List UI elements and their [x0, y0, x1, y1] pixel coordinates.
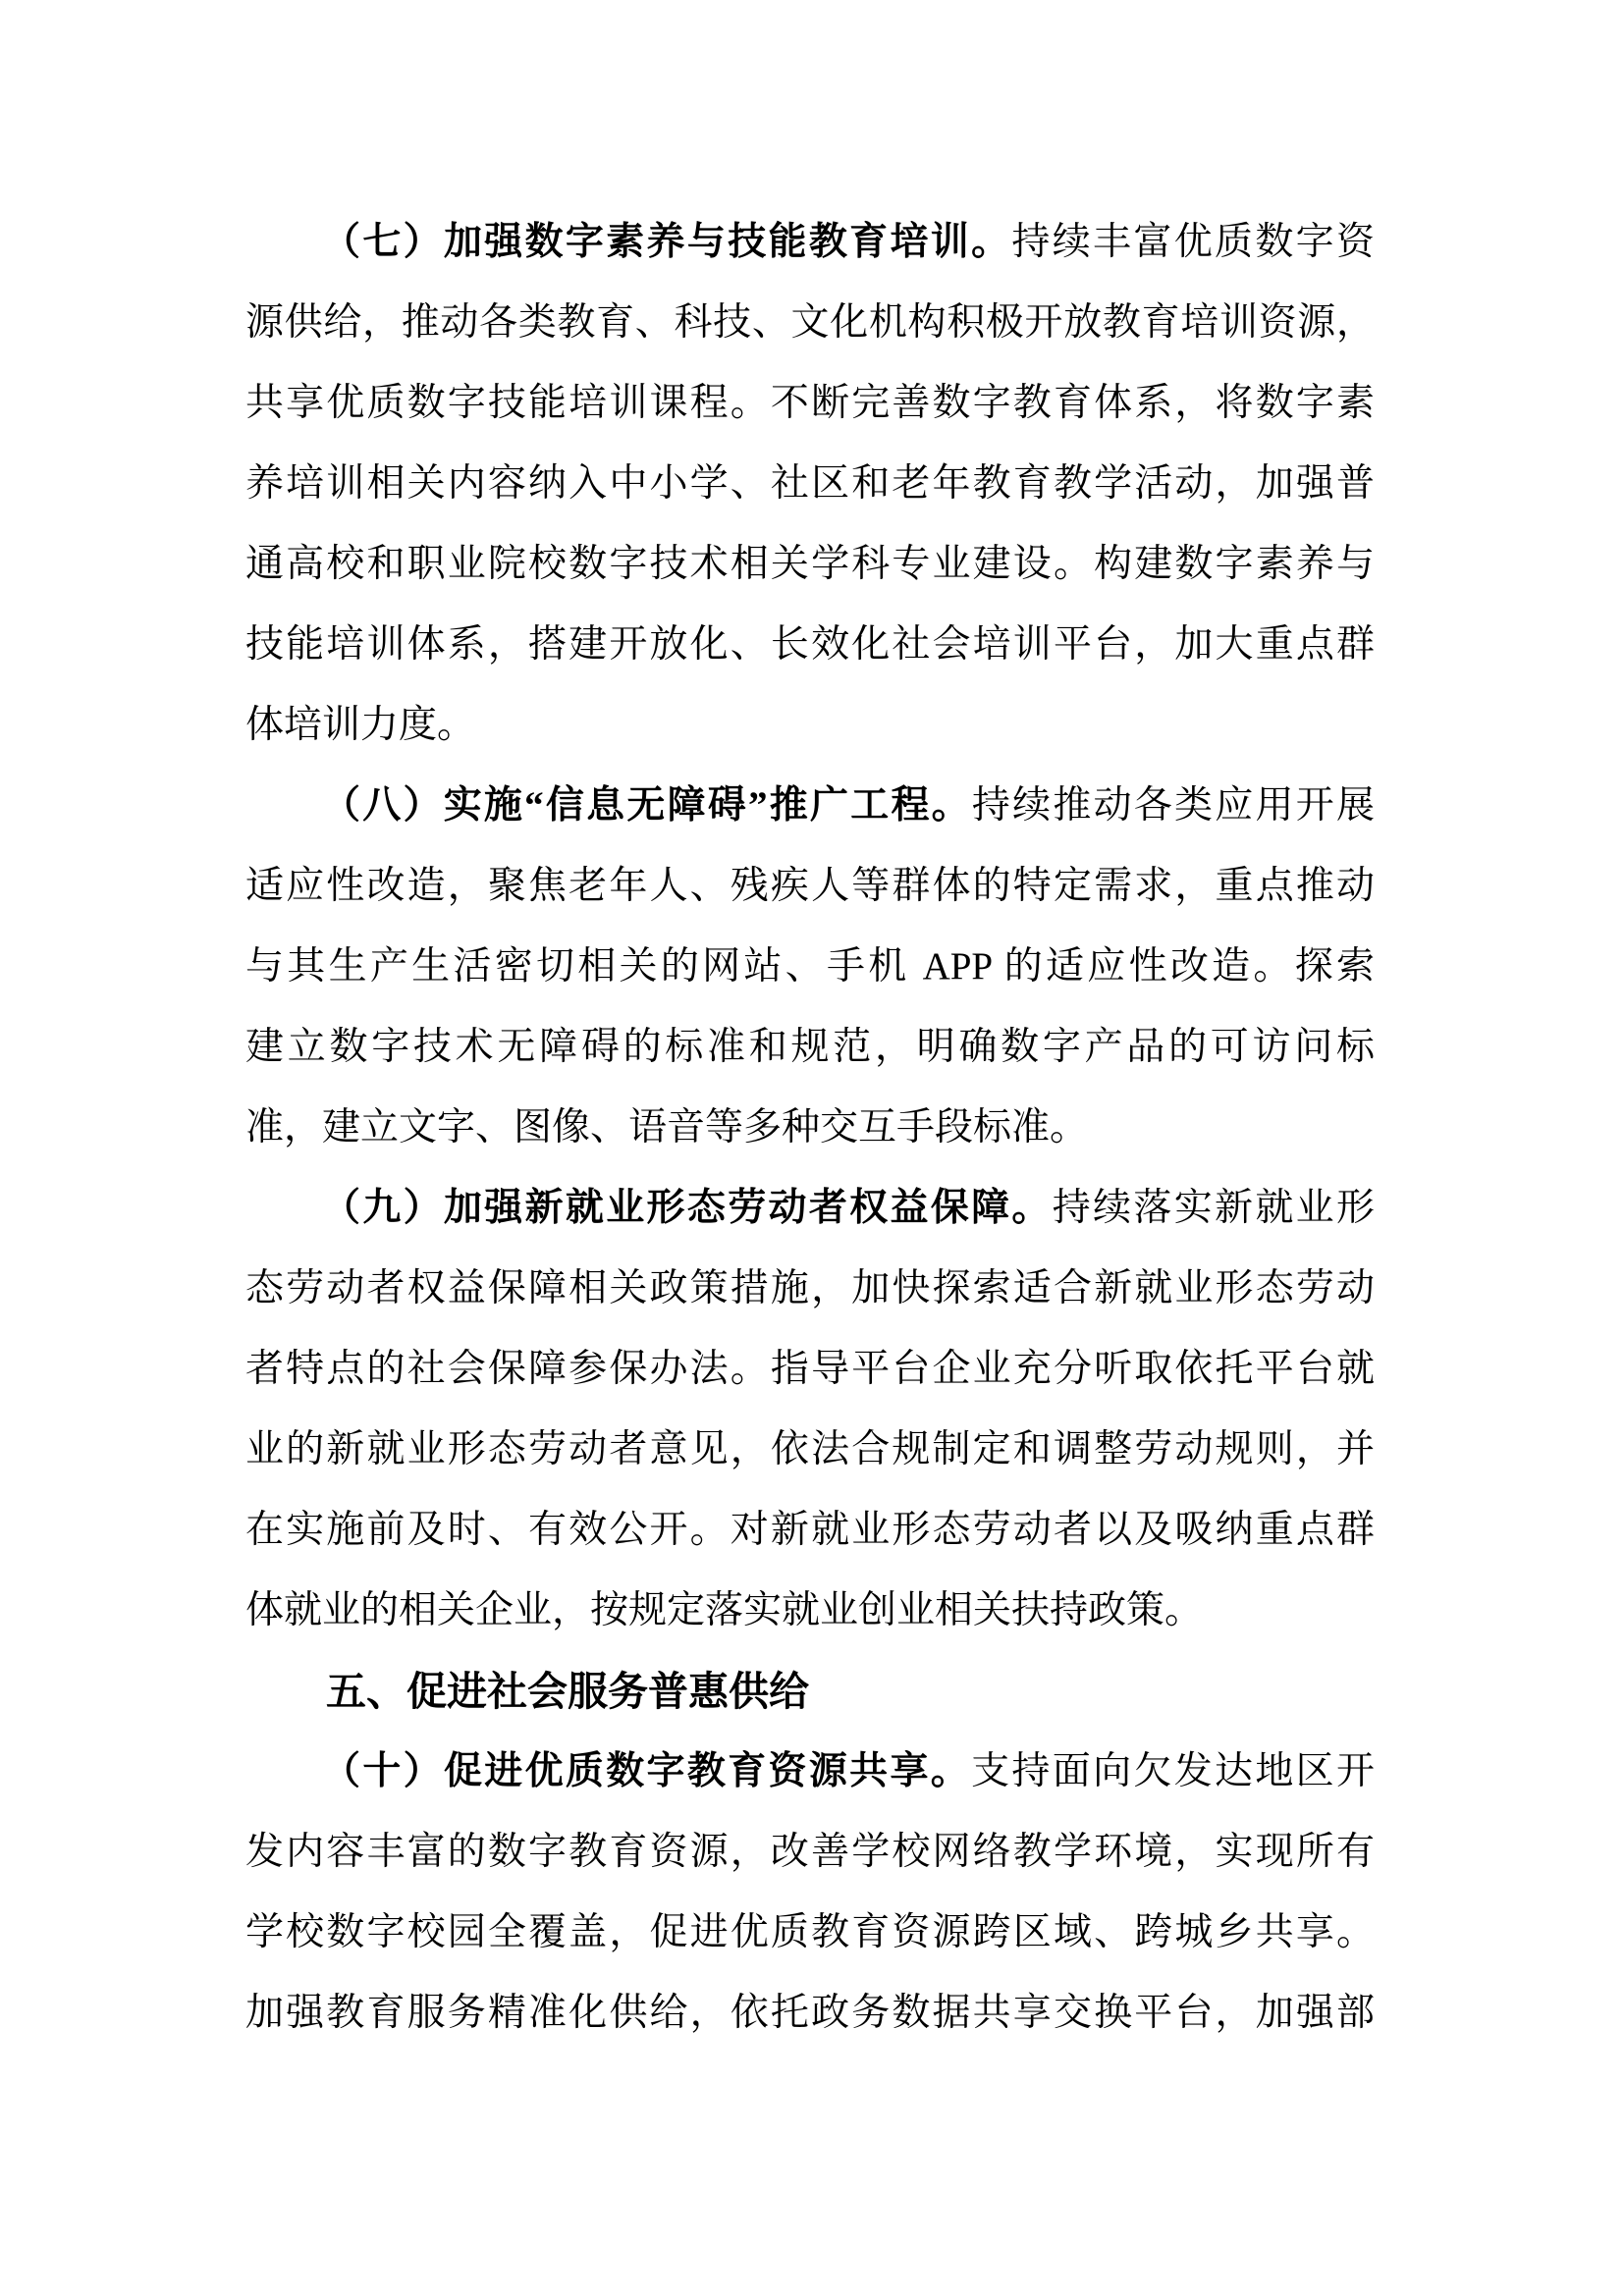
text-line: [245, 1571, 1375, 1651]
section-heading: [245, 1651, 1375, 1732]
line-text: 通高校和职业院校数字技术相关学科专业建设。构建数字素养与: [245, 543, 1375, 585]
text-line: [245, 1732, 1375, 1812]
section-heading-text: 五、促进社会服务普惠供给: [326, 1669, 809, 1714]
text-line: [245, 605, 1375, 685]
line-text: 业的新就业形态劳动者意见，依法合规制定和调整劳动规则，并: [245, 1428, 1375, 1470]
paragraph-lead: （十）促进优质数字教育资源共享。: [322, 1750, 972, 1792]
text-line: [245, 1007, 1375, 1088]
line-text: 技能培训体系，搭建开放化、长效化社会培训平台，加大重点群: [245, 623, 1375, 666]
text-line: [245, 846, 1375, 927]
paragraph-lead: （八）实施“信息无障碍”推广工程。: [322, 784, 972, 827]
text-line: [245, 1168, 1375, 1249]
text-line: [245, 1490, 1375, 1571]
paragraph-lead: （七）加强数字素养与技能教育培训。: [322, 221, 1012, 263]
line-text: 持续落实新就业形: [1052, 1187, 1375, 1229]
text-line: [245, 927, 1375, 1007]
text-line: [245, 444, 1375, 524]
text-line: [245, 524, 1375, 605]
line-text: 持续丰富优质数字资: [1011, 221, 1375, 263]
line-text: 建立数字技术无障碍的标准和规范，明确数字产品的可访问标: [245, 1026, 1375, 1068]
line-text: 发内容丰富的数字教育资源，改善学校网络教学环境，实现所有: [245, 1831, 1375, 1873]
text-line: [245, 1249, 1375, 1329]
text-line: [245, 363, 1375, 444]
line-text: 适应性改造，聚焦老年人、残疾人等群体的特定需求，重点推动: [245, 865, 1375, 907]
text-line: [245, 283, 1375, 363]
text-line: [245, 1088, 1375, 1168]
line-text: 共享优质数字技能培训课程。不断完善数字教育体系，将数字素: [245, 382, 1375, 424]
line-text: 态劳动者权益保障相关政策措施，加快探索适合新就业形态劳动: [245, 1267, 1375, 1309]
text-line: [245, 1410, 1375, 1490]
line-text: 学校数字校园全覆盖，促进优质教育资源跨区域、跨城乡共享。: [245, 1911, 1375, 1953]
text-line: [245, 685, 1375, 766]
paragraph-lead: （九）加强新就业形态劳动者权益保障。: [322, 1187, 1053, 1229]
line-text: 加强教育服务精准化供给，依托政务数据共享交换平台，加强部: [245, 1992, 1375, 2034]
text-line: [245, 1812, 1375, 1893]
line-text: 者特点的社会保障参保办法。指导平台企业充分听取依托平台就: [245, 1348, 1375, 1390]
text-line: [245, 1893, 1375, 1973]
text-line: [245, 1973, 1375, 2054]
text-block: [245, 202, 1375, 2054]
line-text: 养培训相关内容纳入中小学、社区和老年教育教学活动，加强普: [245, 462, 1375, 505]
line-text: 准，建立文字、图像、语音等多种交互手段标准。: [245, 1106, 1089, 1148]
line-text: 体就业的相关企业，按规定落实就业创业相关扶持政策。: [245, 1589, 1204, 1631]
line-text: 在实施前及时、有效公开。对新就业形态劳动者以及吸纳重点群: [245, 1509, 1375, 1551]
line-text: 源供给，推动各类教育、科技、文化机构积极开放教育培训资源，: [245, 301, 1375, 344]
text-line: [245, 202, 1375, 283]
line-text: 体培训力度。: [245, 704, 476, 746]
line-text: 支持面向欠发达地区开: [971, 1750, 1375, 1792]
line-text: 与其生产生活密切相关的网站、手机 APP 的适应性改造。探索: [245, 945, 1375, 988]
text-line: [245, 766, 1375, 846]
text-line: [245, 1329, 1375, 1410]
line-text: 持续推动各类应用开展: [971, 784, 1375, 827]
